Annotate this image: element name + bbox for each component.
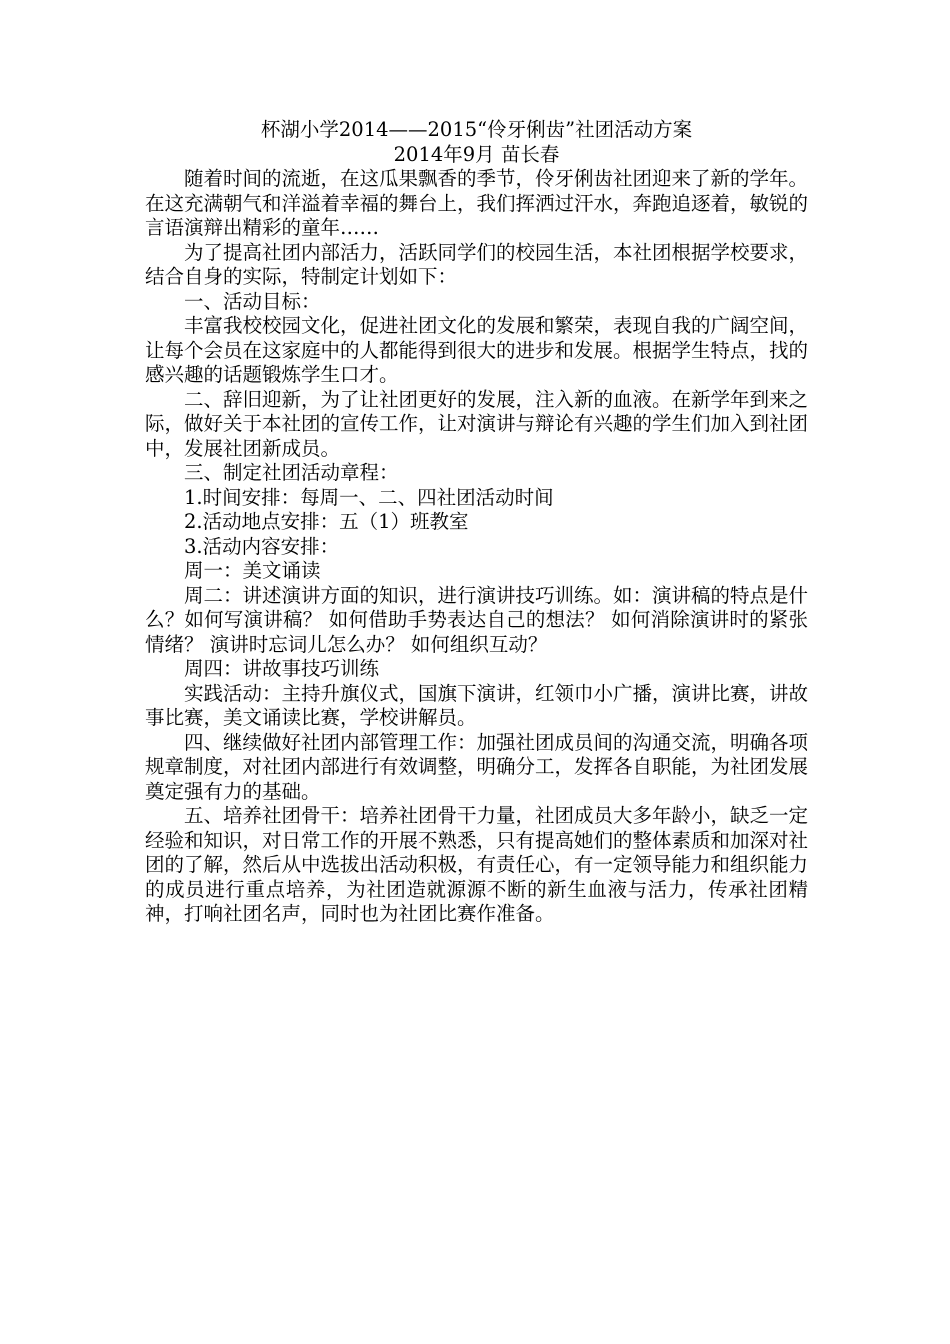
paragraph-management: 四、继续做好社团内部管理工作：加强社团成员间的沟通交流，明确各项规章制度，对社团内部进行有效调整，明确分工，发挥各自职能，为社团发展奠定强有力的基础。: [145, 730, 809, 803]
heading-charter: 三、制定社团活动章程：: [184, 461, 399, 484]
paragraph-recruitment: 二、辞旧迎新，为了让社团更好的发展，注入新的血液。在新学年到来之际，做好关于本社团的宣传工作，让对演讲与辩论有兴趣的学生们加入到社团中，发展社团新成员。: [145, 387, 809, 460]
paragraph-intro: 随着时间的流逝，在这瓜果飘香的季节，伶牙俐齿社团迎来了新的学年。在这充满朝气和洋溢着幸福的舞台上，我们挥洒过汗水，奔跑追逐着，敏锐的言语演辩出精彩的童年……: [145, 167, 809, 239]
schedule-tuesday: 周二：讲述演讲方面的知识，进行演讲技巧训练。如：演讲稿的特点是什么？如何写演讲稿？ 如何借助手势表达自己的想法？ 如何消除演讲时的紧张情绪？ 演讲时忘词儿怎么办？ 如何组织互动？: [145, 583, 809, 656]
paragraph-backbone: 五、培养社团骨干：培养社团骨干力量，社团成员大多年龄小，缺乏一定经验和知识，对日常工作的开展不熟悉，只有提高她们的整体素质和加深对社团的了解，然后从中选拔出活动积极，有责任心，有一定领导能力和组织能力的成员进行重点培养，为社团造就源源不断的新生血液与活力，传承社团精神，打响社团名声，同时也为社团比赛作准备。: [145, 804, 809, 925]
schedule-thursday: 周四：讲故事技巧训练: [184, 657, 380, 680]
list-item-content: 3.活动内容安排：: [184, 534, 340, 558]
heading-goals: 一、活动目标：: [184, 289, 321, 313]
paragraph-goals: 丰富我校校园文化，促进社团文化的发展和繁荣，表现自我的广阔空间，让每个会员在这家庭中的人都能得到很大的进步和发展。根据学生特点，找的感兴趣的话题锻炼学生口才。: [145, 314, 809, 386]
list-item-location: 2.活动地点安排：五（1）班教室: [184, 510, 469, 533]
list-item-schedule: 1.时间安排：每周一、二、四社团活动时间: [184, 485, 554, 509]
paragraph-practice: 实践活动：主持升旗仪式，国旗下演讲，红领巾小广播，演讲比赛，讲故事比赛，美文诵读比赛，学校讲解员。: [145, 681, 809, 729]
document-page: [145, 118, 808, 927]
document-title: 杯湖小学2014——2015“伶牙俐齿”社团活动方案: [260, 118, 693, 141]
paragraph-purpose: 为了提高社团内部活力，活跃同学们的校园生活，本社团根据学校要求，结合自身的实际，特制定计划如下：: [145, 240, 809, 288]
schedule-monday: 周一：美文诵读: [184, 559, 321, 582]
document-subtitle: 2014年9月 苗长春: [393, 142, 560, 166]
